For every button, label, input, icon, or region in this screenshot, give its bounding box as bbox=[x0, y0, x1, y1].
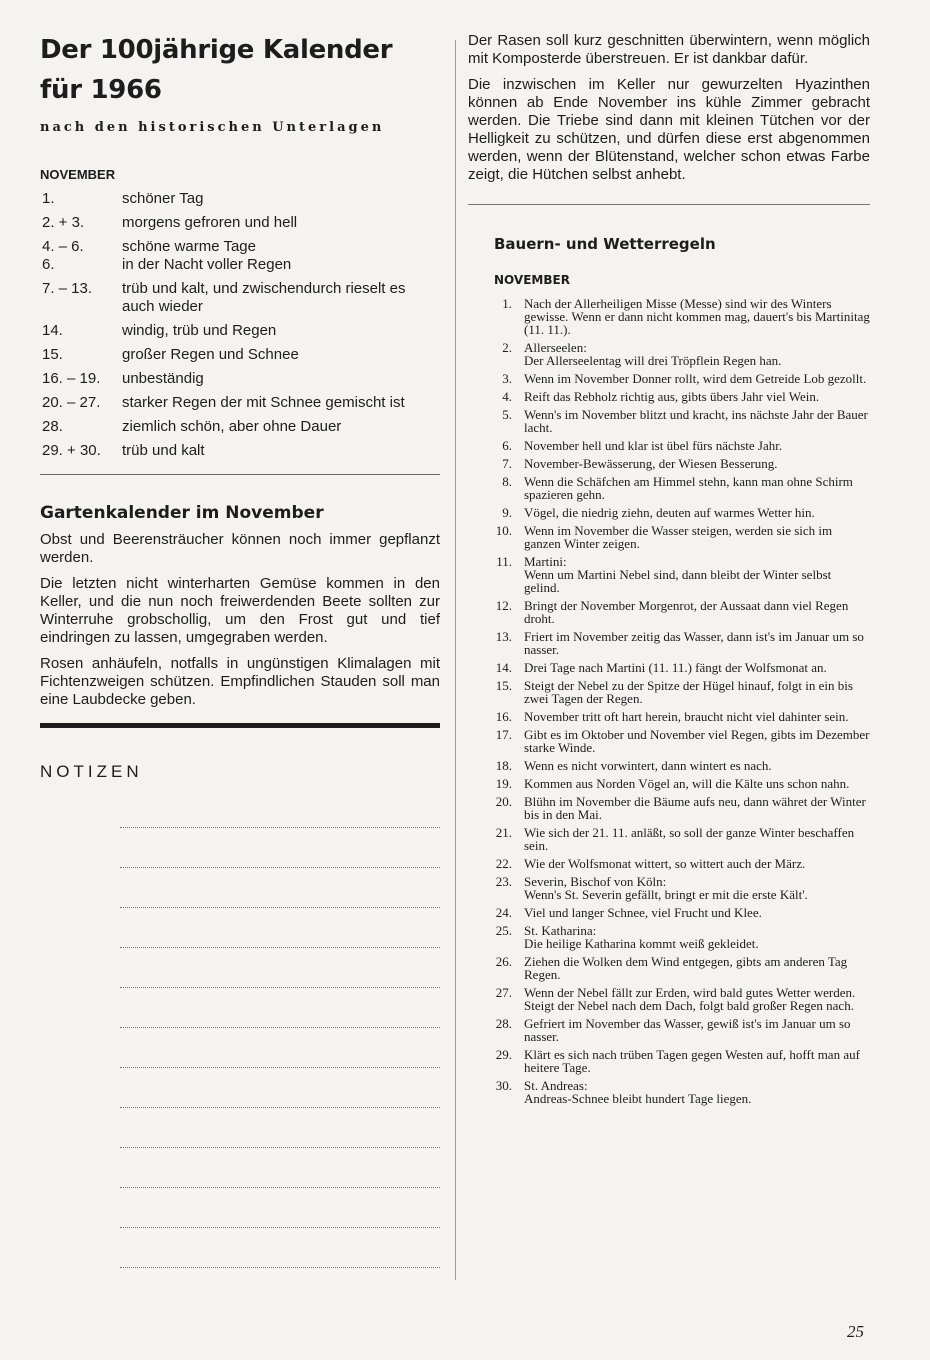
weather-date: 29. + 30. bbox=[42, 442, 101, 459]
rule-text: November-Bewässerung, der Wiesen Besserung. bbox=[524, 456, 778, 471]
notes-heading: NOTIZEN bbox=[40, 762, 143, 781]
weather-date: 20. – 27. bbox=[42, 394, 101, 411]
rule-item bbox=[468, 439, 870, 452]
rule-text: Nach der Allerheiligen Misse (Messe) sind wir des Winters gewisse. Wenn er dann nicht kommen mag, dauert's bis Martinitag (11. 11.). bbox=[524, 296, 870, 337]
rule-item bbox=[468, 341, 870, 367]
rule-number: 29. bbox=[495, 1047, 512, 1062]
rule-number: 16. bbox=[495, 709, 512, 724]
page-title: Der 100jährige Kalender für 1966 bbox=[40, 35, 393, 105]
rule-number: 4. bbox=[502, 389, 512, 404]
weather-row bbox=[40, 370, 440, 388]
note-line bbox=[120, 908, 440, 948]
weather-date: 7. – 13. bbox=[42, 280, 93, 297]
rule-number: 15. bbox=[495, 678, 512, 693]
rule-text: Wenn im November Donner rollt, wird dem Getreide Lob gezollt. bbox=[524, 371, 867, 386]
note-line bbox=[120, 1108, 440, 1148]
weather-date: 28. bbox=[42, 418, 63, 435]
rule-text: St. Katharina: Die heilige Katharina kommt weiß gekleidet. bbox=[524, 923, 759, 951]
weather-row bbox=[40, 418, 440, 436]
rule-text: Allerseelen: Der Allerseelentag will drei Tröpflein Regen han. bbox=[524, 340, 782, 368]
rule-item bbox=[468, 777, 870, 790]
rule-number: 19. bbox=[495, 776, 512, 791]
rule-text: Kommen aus Norden Vögel an, will die Kälte uns schon nahn. bbox=[524, 776, 850, 791]
weather-text: trüb und kalt, und zwischendurch rieselt es auch wieder bbox=[122, 280, 406, 315]
weather-text: schöner Tag bbox=[122, 190, 204, 207]
rule-number: 27. bbox=[495, 985, 512, 1000]
rule-number: 8. bbox=[502, 474, 512, 489]
column-divider bbox=[455, 40, 456, 1280]
rule-item bbox=[468, 372, 870, 385]
rule-item bbox=[468, 906, 870, 919]
rule-item bbox=[468, 661, 870, 674]
rule-number: 23. bbox=[495, 874, 512, 889]
rule-number: 9. bbox=[502, 505, 512, 520]
weather-date: 14. bbox=[42, 322, 63, 339]
weather-row bbox=[40, 322, 440, 340]
rule-text: Wenn's im November blitzt und kracht, ins nächste Jahr der Bauer lacht. bbox=[524, 407, 868, 435]
weather-text: trüb und kalt bbox=[122, 442, 205, 459]
rules-list bbox=[468, 297, 870, 1105]
rule-item bbox=[468, 710, 870, 723]
rule-number: 25. bbox=[495, 923, 512, 938]
rule-text: Bringt der November Morgenrot, der Aussaat dann viel Regen droht. bbox=[524, 598, 849, 626]
rule-item bbox=[468, 826, 870, 852]
weather-text: großer Regen und Schnee bbox=[122, 346, 299, 363]
weather-row bbox=[40, 256, 440, 274]
rule-number: 22. bbox=[495, 856, 512, 871]
weather-date: 1. bbox=[42, 190, 55, 207]
thick-divider bbox=[40, 723, 440, 728]
rule-text: Wenn es nicht vorwintert, dann wintert es nach. bbox=[524, 758, 772, 773]
rule-item bbox=[468, 457, 870, 470]
rule-item bbox=[468, 759, 870, 772]
rule-text: Severin, Bischof von Köln: Wenn's St. Severin gefällt, bringt er mit die erste Kält'. bbox=[524, 874, 808, 902]
rule-item bbox=[468, 986, 870, 1012]
rule-number: 30. bbox=[495, 1078, 512, 1093]
rule-number: 21. bbox=[495, 825, 512, 840]
page-subtitle: nach den historischen Unterlagen bbox=[40, 120, 385, 135]
rule-number: 26. bbox=[495, 954, 512, 969]
rule-item bbox=[468, 875, 870, 901]
note-line bbox=[120, 1188, 440, 1228]
rule-item bbox=[468, 524, 870, 550]
rule-item bbox=[468, 679, 870, 705]
rule-text: Gefriert im November das Wasser, gewiß ist's im Januar um so nasser. bbox=[524, 1016, 851, 1044]
rule-text: Wie sich der 21. 11. anläßt, so soll der ganze Winter beschaffen sein. bbox=[524, 825, 855, 853]
weather-text: schöne warme Tage bbox=[122, 238, 256, 255]
rules-month-heading: NOVEMBER bbox=[494, 273, 570, 287]
rule-item bbox=[468, 408, 870, 434]
rule-item bbox=[468, 728, 870, 754]
weather-date: 6. bbox=[42, 256, 55, 273]
rule-number: 11. bbox=[496, 554, 512, 569]
garden-continued-text bbox=[468, 32, 870, 184]
rule-text: Blühn im November die Bäume aufs neu, dann währet der Winter bis in den Mai. bbox=[524, 794, 866, 822]
note-line bbox=[120, 988, 440, 1028]
rule-item bbox=[468, 1017, 870, 1043]
rule-text: Klärt es sich nach trüben Tagen gegen Westen auf, hofft man auf heitere Tage. bbox=[524, 1047, 860, 1075]
rule-number: 12. bbox=[495, 598, 512, 613]
garden-paragraph: Obst und Beerensträucher können noch immer gepflanzt werden. bbox=[40, 531, 440, 566]
weather-text: windig, trüb und Regen bbox=[122, 322, 277, 339]
garden-paragraph: Die inzwischen im Keller nur gewurzelten Hyazinthen können ab Ende November ins kühle Zimmer gebracht werden. Die Triebe sind dann mit kleinen Tütchen vor der Helligkeit zu schützen, und dürfen diese erst abgenommen werden, wenn der Blütenstand, welcher schon etwas Farbe zeigt, die Hütchen selbst anhebt. bbox=[468, 76, 870, 183]
rule-text: Viel und langer Schnee, viel Frucht und Klee. bbox=[524, 905, 762, 920]
rules-heading: Bauern- und Wetterregeln bbox=[494, 235, 716, 253]
rule-text: November hell und klar ist übel fürs nächste Jahr. bbox=[524, 438, 783, 453]
rule-number: 1. bbox=[502, 296, 512, 311]
rule-number: 2. bbox=[502, 340, 512, 355]
rule-text: Wie der Wolfsmonat wittert, so wittert auch der März. bbox=[524, 856, 806, 871]
notes-lines bbox=[40, 788, 440, 1268]
weather-row bbox=[40, 442, 440, 460]
garden-heading: Gartenkalender im November bbox=[40, 503, 324, 523]
weather-month-heading: NOVEMBER bbox=[40, 167, 116, 182]
weather-text: in der Nacht voller Regen bbox=[122, 256, 292, 273]
rule-item bbox=[468, 1079, 870, 1105]
rule-number: 28. bbox=[495, 1016, 512, 1031]
rule-item bbox=[468, 630, 870, 656]
rule-number: 17. bbox=[495, 727, 512, 742]
rule-number: 5. bbox=[502, 407, 512, 422]
rule-number: 20. bbox=[495, 794, 512, 809]
garden-text bbox=[40, 531, 440, 709]
rule-item bbox=[468, 924, 870, 950]
left-column bbox=[40, 30, 440, 1268]
weather-date: 15. bbox=[42, 346, 63, 363]
rule-item bbox=[468, 857, 870, 870]
weather-row bbox=[40, 346, 440, 364]
garden-paragraph: Die letzten nicht winterharten Gemüse kommen in den Keller, und die nun noch freiwerdenden Beete sollten zur Winterruhe grobschollig, um den Frost gut und tief eindringen zu lassen, umgegraben werden. bbox=[40, 575, 440, 646]
weather-date: 2. + 3. bbox=[42, 214, 85, 231]
weather-row bbox=[40, 190, 440, 208]
right-column bbox=[468, 32, 870, 1110]
note-line bbox=[120, 1228, 440, 1268]
weather-text: starker Regen der mit Schnee gemischt ist bbox=[122, 394, 405, 411]
rule-text: Wenn die Schäfchen am Himmel stehn, kann man ohne Schirm spazieren gehn. bbox=[524, 474, 853, 502]
rule-text: St. Andreas: Andreas-Schnee bleibt hundert Tage liegen. bbox=[524, 1078, 752, 1106]
rule-text: Reift das Rebholz richtig aus, gibts übers Jahr viel Wein. bbox=[524, 389, 820, 404]
rule-text: Friert im November zeitig das Wasser, dann ist's im Januar um so nasser. bbox=[524, 629, 864, 657]
weather-row bbox=[40, 280, 440, 316]
rule-item bbox=[468, 297, 870, 336]
weather-list bbox=[40, 190, 440, 460]
weather-text: unbeständig bbox=[122, 370, 204, 387]
page-number: 25 bbox=[847, 1322, 864, 1341]
divider bbox=[468, 204, 870, 205]
divider bbox=[40, 474, 440, 475]
note-line bbox=[120, 1028, 440, 1068]
rule-text: Gibt es im Oktober und November viel Regen, gibts im Dezember starke Winde. bbox=[524, 727, 870, 755]
rule-text: Wenn der Nebel fällt zur Erden, wird bald gutes Wetter werden. Steigt der Nebel nach dem Dach, folgt bald großer Regen nach. bbox=[524, 985, 856, 1013]
rule-item bbox=[468, 390, 870, 403]
note-line bbox=[120, 828, 440, 868]
rule-text: Wenn im November die Wasser steigen, werden sie sich im ganzen Winter zeigen. bbox=[524, 523, 833, 551]
rule-item bbox=[468, 475, 870, 501]
weather-date: 16. – 19. bbox=[42, 370, 101, 387]
weather-date: 4. – 6. bbox=[42, 238, 84, 255]
rule-item bbox=[468, 795, 870, 821]
weather-row bbox=[40, 394, 440, 412]
garden-paragraph: Der Rasen soll kurz geschnitten überwintern, wenn möglich mit Komposterde überstreuen. Er ist dankbar dafür. bbox=[468, 32, 870, 67]
rule-item bbox=[468, 506, 870, 519]
rule-item bbox=[468, 1048, 870, 1074]
rule-text: Steigt der Nebel zu der Spitze der Hügel hinauf, folgt in ein bis zwei Tagen der Regen. bbox=[524, 678, 853, 706]
note-line bbox=[120, 868, 440, 908]
rule-text: Drei Tage nach Martini (11. 11.) fängt der Wolfsmonat an. bbox=[524, 660, 827, 675]
rule-number: 10. bbox=[495, 523, 512, 538]
note-line bbox=[120, 948, 440, 988]
garden-paragraph: Rosen anhäufeln, notfalls in ungünstigen Klimalagen mit Fichtenzweigen schützen. Empfindlichen Stauden soll man eine Laubdecke geben. bbox=[40, 655, 440, 708]
note-line bbox=[120, 1148, 440, 1188]
rule-number: 18. bbox=[495, 758, 512, 773]
rule-item bbox=[468, 955, 870, 981]
rule-item bbox=[468, 599, 870, 625]
rule-number: 13. bbox=[495, 629, 512, 644]
weather-text: ziemlich schön, aber ohne Dauer bbox=[122, 418, 342, 435]
rule-item bbox=[468, 555, 870, 594]
rule-number: 24. bbox=[495, 905, 512, 920]
note-line bbox=[120, 1068, 440, 1108]
rule-text: November tritt oft hart herein, braucht nicht viel dahinter sein. bbox=[524, 709, 849, 724]
weather-row bbox=[40, 214, 440, 232]
rule-number: 14. bbox=[495, 660, 512, 675]
rule-text: Martini: Wenn um Martini Nebel sind, dann bleibt der Winter selbst gelind. bbox=[524, 554, 832, 595]
rule-number: 6. bbox=[502, 438, 512, 453]
weather-row bbox=[40, 238, 440, 256]
rule-number: 7. bbox=[502, 456, 512, 471]
weather-text: morgens gefroren und hell bbox=[122, 214, 298, 231]
note-line bbox=[120, 788, 440, 828]
rule-text: Ziehen die Wolken dem Wind entgegen, gibts am anderen Tag Regen. bbox=[524, 954, 848, 982]
rule-number: 3. bbox=[502, 371, 512, 386]
rule-text: Vögel, die niedrig ziehn, deuten auf warmes Wetter hin. bbox=[524, 505, 815, 520]
